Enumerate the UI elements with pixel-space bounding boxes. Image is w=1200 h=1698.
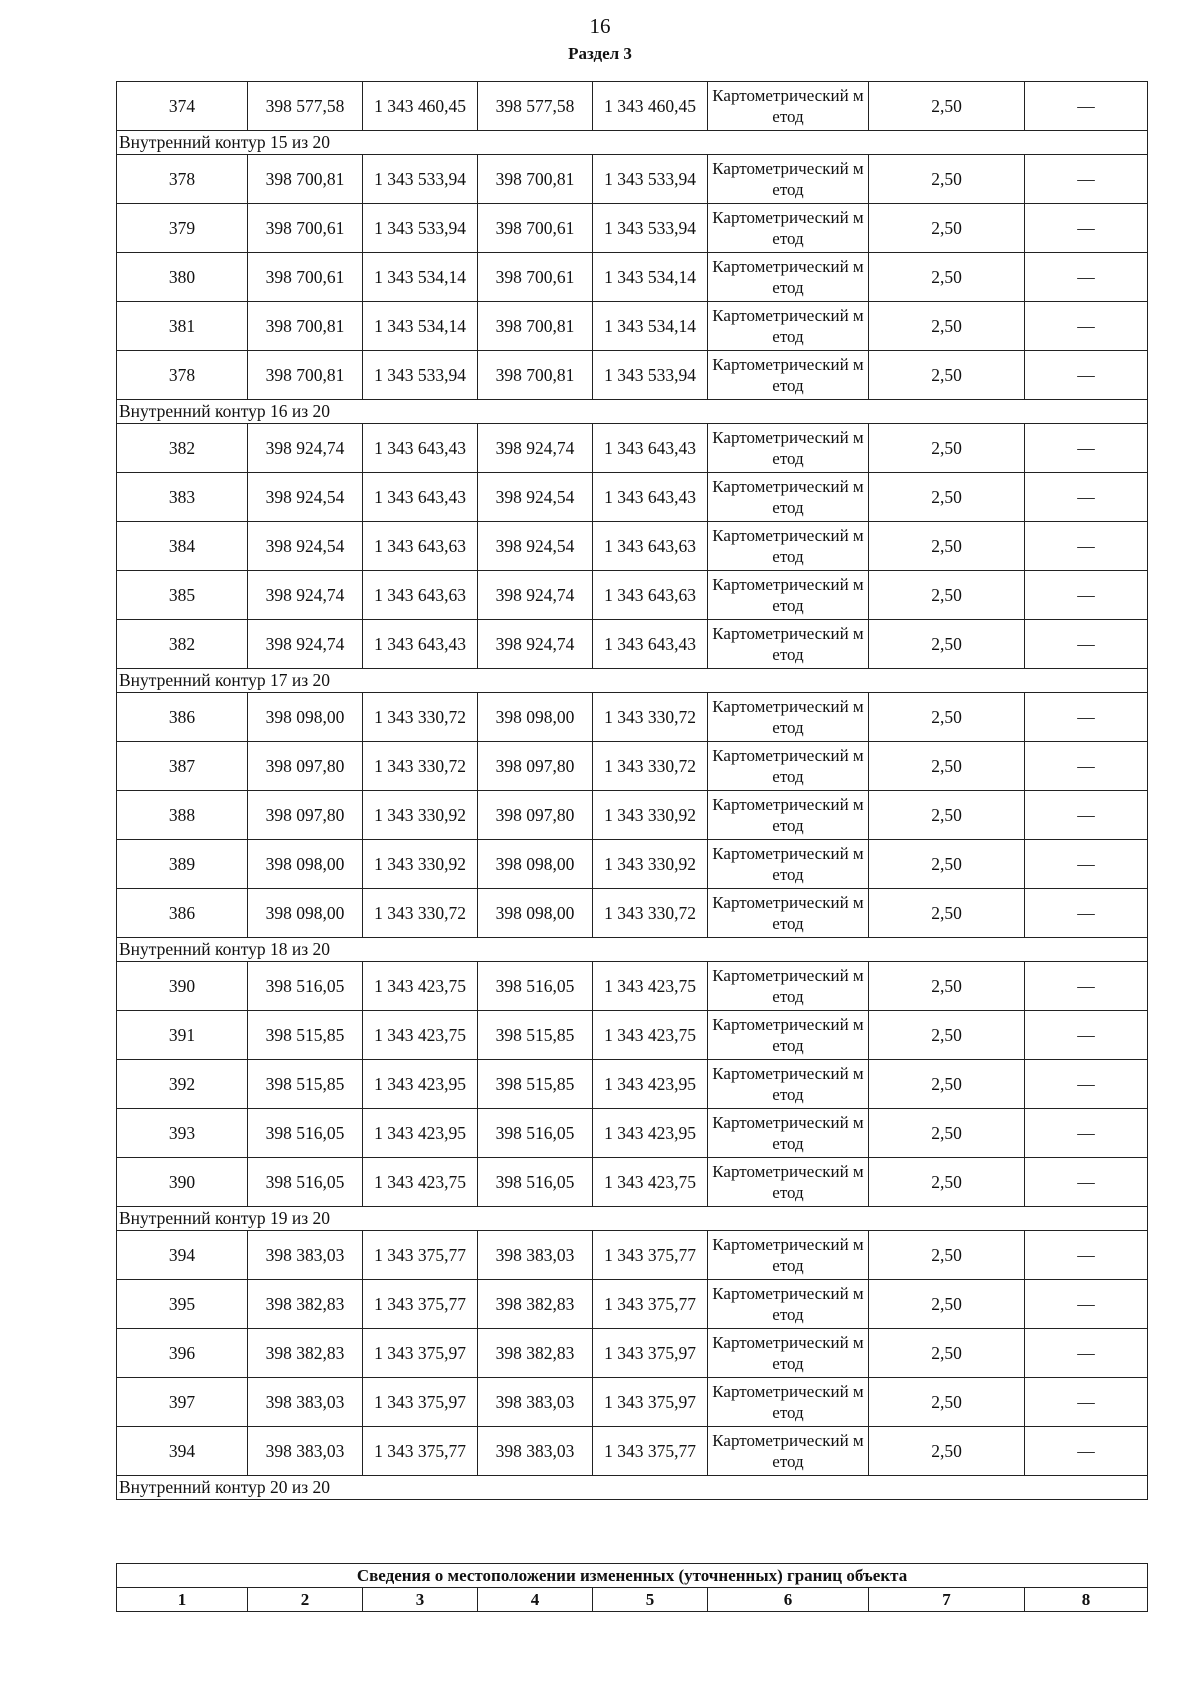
column-number: 4 (478, 1588, 593, 1612)
y-new-cell: 1 343 375,97 (593, 1329, 708, 1378)
method-cell: Картометрический метод (708, 1378, 869, 1427)
point-row (117, 473, 1148, 522)
point-row (117, 155, 1148, 204)
x-new-cell: 398 515,85 (478, 1011, 593, 1060)
x-new-cell: 398 577,58 (478, 82, 593, 131)
accuracy-cell: 2,50 (869, 1378, 1025, 1427)
description-cell: — (1025, 1280, 1148, 1329)
column-number: 3 (363, 1588, 478, 1612)
boundary-info-title-row (117, 1564, 1148, 1588)
y-existing-cell: 1 343 643,43 (363, 473, 478, 522)
y-new-cell: 1 343 330,92 (593, 840, 708, 889)
point-number-cell: 378 (117, 155, 248, 204)
method-cell: Картометрический метод (708, 1011, 869, 1060)
x-new-cell: 398 383,03 (478, 1231, 593, 1280)
description-cell: — (1025, 1427, 1148, 1476)
y-existing-cell: 1 343 330,72 (363, 889, 478, 938)
y-new-cell: 1 343 330,72 (593, 742, 708, 791)
x-new-cell: 398 098,00 (478, 840, 593, 889)
x-existing-cell: 398 098,00 (248, 840, 363, 889)
point-row (117, 1060, 1148, 1109)
accuracy-cell: 2,50 (869, 522, 1025, 571)
x-new-cell: 398 700,81 (478, 155, 593, 204)
method-cell: Картометрический метод (708, 962, 869, 1011)
point-number-cell: 383 (117, 473, 248, 522)
y-existing-cell: 1 343 330,92 (363, 791, 478, 840)
x-existing-cell: 398 516,05 (248, 1109, 363, 1158)
y-existing-cell: 1 343 643,63 (363, 571, 478, 620)
description-cell: — (1025, 204, 1148, 253)
x-existing-cell: 398 924,54 (248, 473, 363, 522)
point-row (117, 1329, 1148, 1378)
contour-label: Внутренний контур 20 из 20 (117, 1476, 1148, 1500)
point-number-cell: 397 (117, 1378, 248, 1427)
y-new-cell: 1 343 375,77 (593, 1231, 708, 1280)
x-new-cell: 398 097,80 (478, 742, 593, 791)
x-existing-cell: 398 097,80 (248, 791, 363, 840)
y-existing-cell: 1 343 423,95 (363, 1109, 478, 1158)
y-existing-cell: 1 343 533,94 (363, 204, 478, 253)
description-cell: — (1025, 1378, 1148, 1427)
description-cell: — (1025, 424, 1148, 473)
accuracy-cell: 2,50 (869, 1231, 1025, 1280)
y-existing-cell: 1 343 423,75 (363, 962, 478, 1011)
column-number: 6 (708, 1588, 869, 1612)
point-number-cell: 382 (117, 424, 248, 473)
point-number-cell: 395 (117, 1280, 248, 1329)
column-number-row (117, 1588, 1148, 1612)
x-existing-cell: 398 924,74 (248, 424, 363, 473)
point-row (117, 204, 1148, 253)
x-new-cell: 398 700,81 (478, 302, 593, 351)
y-existing-cell: 1 343 423,95 (363, 1060, 478, 1109)
y-existing-cell: 1 343 643,43 (363, 424, 478, 473)
y-new-cell: 1 343 330,72 (593, 693, 708, 742)
contour-label: Внутренний контур 19 из 20 (117, 1207, 1148, 1231)
point-row (117, 351, 1148, 400)
x-existing-cell: 398 924,74 (248, 620, 363, 669)
method-cell: Картометрический метод (708, 1158, 869, 1207)
description-cell: — (1025, 1060, 1148, 1109)
y-existing-cell: 1 343 423,75 (363, 1011, 478, 1060)
x-new-cell: 398 924,54 (478, 522, 593, 571)
method-cell: Картометрический метод (708, 693, 869, 742)
description-cell: — (1025, 742, 1148, 791)
point-row (117, 571, 1148, 620)
accuracy-cell: 2,50 (869, 620, 1025, 669)
accuracy-cell: 2,50 (869, 1109, 1025, 1158)
description-cell: — (1025, 82, 1148, 131)
description-cell: — (1025, 1231, 1148, 1280)
y-new-cell: 1 343 423,95 (593, 1060, 708, 1109)
y-new-cell: 1 343 375,77 (593, 1280, 708, 1329)
y-new-cell: 1 343 534,14 (593, 302, 708, 351)
method-cell: Картометрический метод (708, 82, 869, 131)
accuracy-cell: 2,50 (869, 693, 1025, 742)
y-new-cell: 1 343 533,94 (593, 155, 708, 204)
y-new-cell: 1 343 330,92 (593, 791, 708, 840)
point-number-cell: 382 (117, 620, 248, 669)
x-new-cell: 398 383,03 (478, 1378, 593, 1427)
column-number: 2 (248, 1588, 363, 1612)
contour-header-row (117, 131, 1148, 155)
x-existing-cell: 398 382,83 (248, 1280, 363, 1329)
y-new-cell: 1 343 533,94 (593, 351, 708, 400)
accuracy-cell: 2,50 (869, 791, 1025, 840)
method-cell: Картометрический метод (708, 791, 869, 840)
point-row (117, 424, 1148, 473)
point-row (117, 889, 1148, 938)
method-cell: Картометрический метод (708, 302, 869, 351)
contour-label: Внутренний контур 16 из 20 (117, 400, 1148, 424)
x-new-cell: 398 924,54 (478, 473, 593, 522)
x-new-cell: 398 924,74 (478, 620, 593, 669)
y-existing-cell: 1 343 375,97 (363, 1329, 478, 1378)
accuracy-cell: 2,50 (869, 473, 1025, 522)
y-new-cell: 1 343 460,45 (593, 82, 708, 131)
contour-header-row (117, 1207, 1148, 1231)
accuracy-cell: 2,50 (869, 962, 1025, 1011)
y-existing-cell: 1 343 375,77 (363, 1280, 478, 1329)
point-number-cell: 385 (117, 571, 248, 620)
point-number-cell: 394 (117, 1231, 248, 1280)
point-row (117, 742, 1148, 791)
accuracy-cell: 2,50 (869, 1060, 1025, 1109)
point-number-cell: 388 (117, 791, 248, 840)
accuracy-cell: 2,50 (869, 351, 1025, 400)
y-existing-cell: 1 343 330,72 (363, 693, 478, 742)
description-cell: — (1025, 693, 1148, 742)
point-row (117, 1280, 1148, 1329)
x-existing-cell: 398 700,81 (248, 302, 363, 351)
method-cell: Картометрический метод (708, 522, 869, 571)
description-cell: — (1025, 522, 1148, 571)
column-number: 1 (117, 1588, 248, 1612)
point-row (117, 1378, 1148, 1427)
method-cell: Картометрический метод (708, 1231, 869, 1280)
point-row (117, 1231, 1148, 1280)
page-number: 16 (589, 14, 611, 38)
x-existing-cell: 398 516,05 (248, 962, 363, 1011)
y-existing-cell: 1 343 460,45 (363, 82, 478, 131)
point-row (117, 1109, 1148, 1158)
accuracy-cell: 2,50 (869, 1158, 1025, 1207)
method-cell: Картометрический метод (708, 253, 869, 302)
point-number-cell: 390 (117, 1158, 248, 1207)
y-new-cell: 1 343 375,97 (593, 1378, 708, 1427)
point-number-cell: 387 (117, 742, 248, 791)
y-existing-cell: 1 343 643,43 (363, 620, 478, 669)
point-number-cell: 396 (117, 1329, 248, 1378)
description-cell: — (1025, 791, 1148, 840)
point-row (117, 791, 1148, 840)
y-existing-cell: 1 343 375,97 (363, 1378, 478, 1427)
method-cell: Картометрический метод (708, 351, 869, 400)
x-new-cell: 398 700,81 (478, 351, 593, 400)
method-cell: Картометрический метод (708, 155, 869, 204)
accuracy-cell: 2,50 (869, 424, 1025, 473)
point-row (117, 82, 1148, 131)
x-existing-cell: 398 383,03 (248, 1231, 363, 1280)
method-cell: Картометрический метод (708, 571, 869, 620)
column-number: 5 (593, 1588, 708, 1612)
accuracy-cell: 2,50 (869, 302, 1025, 351)
y-new-cell: 1 343 423,75 (593, 962, 708, 1011)
method-cell: Картометрический метод (708, 1109, 869, 1158)
point-number-cell: 378 (117, 351, 248, 400)
description-cell: — (1025, 889, 1148, 938)
point-row (117, 840, 1148, 889)
description-cell: — (1025, 1011, 1148, 1060)
coordinates-table (116, 81, 1148, 1500)
point-row (117, 962, 1148, 1011)
description-cell: — (1025, 155, 1148, 204)
contour-label: Внутренний контур 18 из 20 (117, 938, 1148, 962)
method-cell: Картометрический метод (708, 1280, 869, 1329)
y-existing-cell: 1 343 533,94 (363, 155, 478, 204)
y-existing-cell: 1 343 533,94 (363, 351, 478, 400)
point-row (117, 302, 1148, 351)
x-existing-cell: 398 924,74 (248, 571, 363, 620)
x-new-cell: 398 098,00 (478, 693, 593, 742)
x-existing-cell: 398 515,85 (248, 1060, 363, 1109)
y-existing-cell: 1 343 330,72 (363, 742, 478, 791)
method-cell: Картометрический метод (708, 840, 869, 889)
section-title: Раздел 3 (568, 44, 632, 63)
accuracy-cell: 2,50 (869, 253, 1025, 302)
contour-label: Внутренний контур 17 из 20 (117, 669, 1148, 693)
x-new-cell: 398 516,05 (478, 962, 593, 1011)
x-new-cell: 398 382,83 (478, 1280, 593, 1329)
x-new-cell: 398 700,61 (478, 253, 593, 302)
method-cell: Картометрический метод (708, 473, 869, 522)
accuracy-cell: 2,50 (869, 742, 1025, 791)
accuracy-cell: 2,50 (869, 1280, 1025, 1329)
y-existing-cell: 1 343 375,77 (363, 1231, 478, 1280)
contour-header-row (117, 669, 1148, 693)
x-new-cell: 398 516,05 (478, 1158, 593, 1207)
method-cell: Картометрический метод (708, 1427, 869, 1476)
y-new-cell: 1 343 423,75 (593, 1011, 708, 1060)
description-cell: — (1025, 473, 1148, 522)
method-cell: Картометрический метод (708, 1329, 869, 1378)
accuracy-cell: 2,50 (869, 82, 1025, 131)
point-number-cell: 391 (117, 1011, 248, 1060)
y-new-cell: 1 343 330,72 (593, 889, 708, 938)
point-row (117, 620, 1148, 669)
boundary-info-title: Сведения о местоположении измененных (уточненных) границ объекта (117, 1564, 1148, 1588)
y-new-cell: 1 343 643,43 (593, 473, 708, 522)
method-cell: Картометрический метод (708, 620, 869, 669)
point-number-cell: 390 (117, 962, 248, 1011)
x-new-cell: 398 383,03 (478, 1427, 593, 1476)
y-new-cell: 1 343 533,94 (593, 204, 708, 253)
y-existing-cell: 1 343 375,77 (363, 1427, 478, 1476)
method-cell: Картометрический метод (708, 204, 869, 253)
x-existing-cell: 398 098,00 (248, 693, 363, 742)
column-number: 8 (1025, 1588, 1148, 1612)
point-number-cell: 386 (117, 889, 248, 938)
description-cell: — (1025, 253, 1148, 302)
y-new-cell: 1 343 423,75 (593, 1158, 708, 1207)
accuracy-cell: 2,50 (869, 1011, 1025, 1060)
x-new-cell: 398 924,74 (478, 424, 593, 473)
accuracy-cell: 2,50 (869, 155, 1025, 204)
description-cell: — (1025, 840, 1148, 889)
contour-label: Внутренний контур 15 из 20 (117, 131, 1148, 155)
point-row (117, 1427, 1148, 1476)
x-existing-cell: 398 383,03 (248, 1427, 363, 1476)
y-new-cell: 1 343 534,14 (593, 253, 708, 302)
y-new-cell: 1 343 375,77 (593, 1427, 708, 1476)
description-cell: — (1025, 962, 1148, 1011)
x-existing-cell: 398 700,81 (248, 155, 363, 204)
method-cell: Картометрический метод (708, 742, 869, 791)
y-new-cell: 1 343 643,43 (593, 620, 708, 669)
x-existing-cell: 398 383,03 (248, 1378, 363, 1427)
x-new-cell: 398 700,61 (478, 204, 593, 253)
point-number-cell: 386 (117, 693, 248, 742)
x-existing-cell: 398 516,05 (248, 1158, 363, 1207)
x-existing-cell: 398 700,61 (248, 204, 363, 253)
x-existing-cell: 398 700,61 (248, 253, 363, 302)
accuracy-cell: 2,50 (869, 571, 1025, 620)
point-number-cell: 389 (117, 840, 248, 889)
description-cell: — (1025, 1158, 1148, 1207)
x-new-cell: 398 097,80 (478, 791, 593, 840)
point-number-cell: 381 (117, 302, 248, 351)
description-cell: — (1025, 1109, 1148, 1158)
boundary-info-table (116, 1563, 1148, 1612)
accuracy-cell: 2,50 (869, 1427, 1025, 1476)
point-row (117, 253, 1148, 302)
point-number-cell: 393 (117, 1109, 248, 1158)
x-new-cell: 398 098,00 (478, 889, 593, 938)
y-new-cell: 1 343 643,63 (593, 571, 708, 620)
y-existing-cell: 1 343 330,92 (363, 840, 478, 889)
x-existing-cell: 398 097,80 (248, 742, 363, 791)
accuracy-cell: 2,50 (869, 840, 1025, 889)
y-new-cell: 1 343 423,95 (593, 1109, 708, 1158)
point-number-cell: 392 (117, 1060, 248, 1109)
x-new-cell: 398 924,74 (478, 571, 593, 620)
x-existing-cell: 398 515,85 (248, 1011, 363, 1060)
y-new-cell: 1 343 643,63 (593, 522, 708, 571)
point-number-cell: 379 (117, 204, 248, 253)
x-new-cell: 398 382,83 (478, 1329, 593, 1378)
accuracy-cell: 2,50 (869, 204, 1025, 253)
contour-header-row (117, 400, 1148, 424)
x-new-cell: 398 515,85 (478, 1060, 593, 1109)
contour-header-row (117, 938, 1148, 962)
x-existing-cell: 398 924,54 (248, 522, 363, 571)
y-existing-cell: 1 343 534,14 (363, 253, 478, 302)
contour-header-row (117, 1476, 1148, 1500)
point-row (117, 693, 1148, 742)
x-existing-cell: 398 382,83 (248, 1329, 363, 1378)
point-number-cell: 374 (117, 82, 248, 131)
x-new-cell: 398 516,05 (478, 1109, 593, 1158)
column-number: 7 (869, 1588, 1025, 1612)
method-cell: Картометрический метод (708, 889, 869, 938)
x-existing-cell: 398 098,00 (248, 889, 363, 938)
accuracy-cell: 2,50 (869, 1329, 1025, 1378)
accuracy-cell: 2,50 (869, 889, 1025, 938)
description-cell: — (1025, 302, 1148, 351)
point-number-cell: 394 (117, 1427, 248, 1476)
method-cell: Картометрический метод (708, 424, 869, 473)
point-number-cell: 384 (117, 522, 248, 571)
x-existing-cell: 398 577,58 (248, 82, 363, 131)
point-number-cell: 380 (117, 253, 248, 302)
y-new-cell: 1 343 643,43 (593, 424, 708, 473)
y-existing-cell: 1 343 534,14 (363, 302, 478, 351)
description-cell: — (1025, 1329, 1148, 1378)
point-row (117, 522, 1148, 571)
x-existing-cell: 398 700,81 (248, 351, 363, 400)
description-cell: — (1025, 351, 1148, 400)
point-row (117, 1158, 1148, 1207)
point-row (117, 1011, 1148, 1060)
description-cell: — (1025, 571, 1148, 620)
method-cell: Картометрический метод (708, 1060, 869, 1109)
y-existing-cell: 1 343 423,75 (363, 1158, 478, 1207)
description-cell: — (1025, 620, 1148, 669)
y-existing-cell: 1 343 643,63 (363, 522, 478, 571)
